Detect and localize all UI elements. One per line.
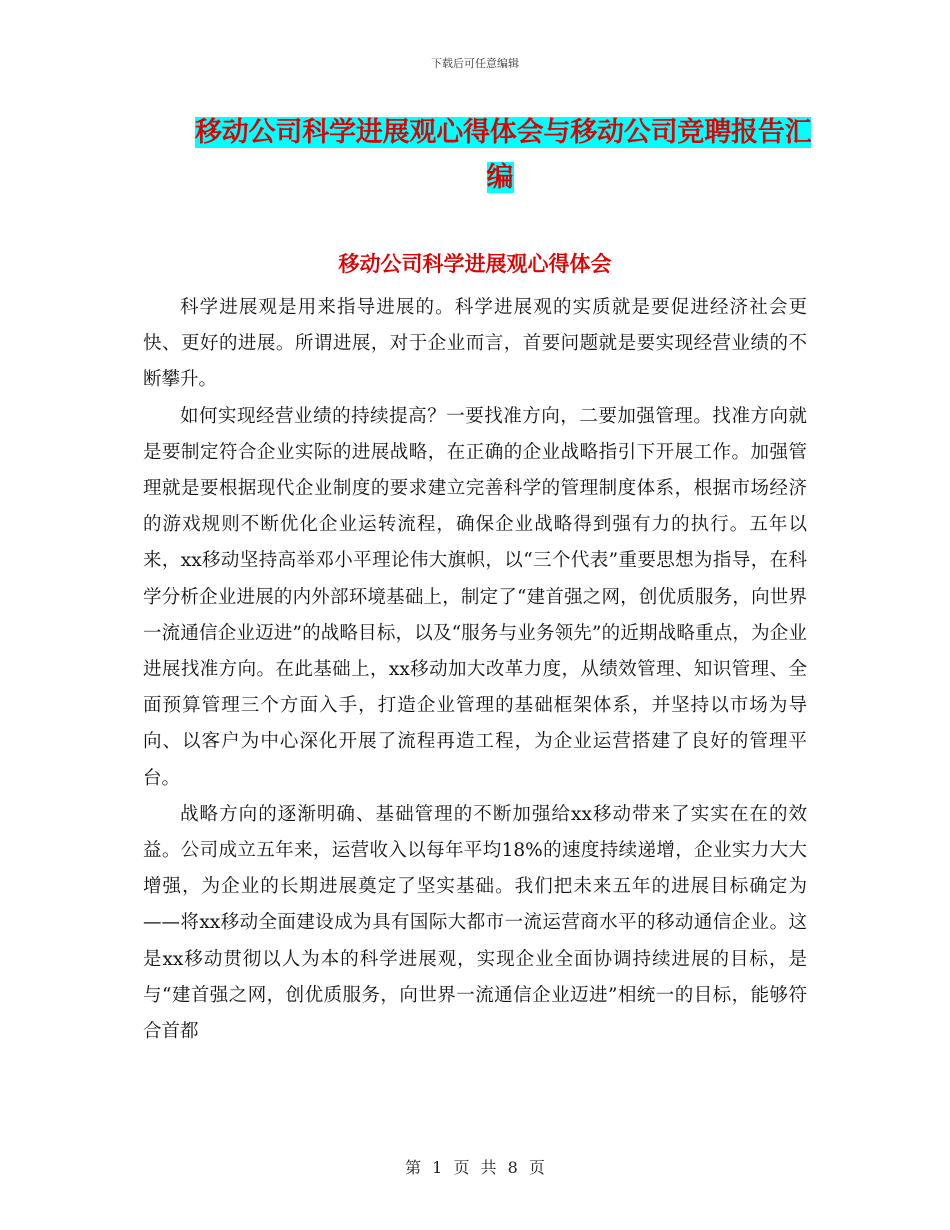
document-title-line-1 (195, 110, 812, 155)
page-header-note: 下载后可任意编辑 (431, 57, 519, 70)
document-title (195, 110, 812, 200)
paragraph: 战略方向的逐渐明确、基础管理的不断加强给xx移动带来了实实在在的效益。公司成立五年来，运营收入以每年平均18%的速度持续递增，企业实力大大增强，为企业的长期进展奠定了坚实基础。我们把未来五年的进展目标确定为——将xx移动全面建设成为具有国际大都市一流运营商水平的移动通信企业。这是xx移动贯彻以人为本的科学进展观，实现企业全面协调持续进展的目标，是与“建首强之网，创优质服务，向世界一流通信企业迈进”相统一的目标，能够符合首都 (143, 803, 807, 1043)
document-body (143, 290, 807, 1050)
title-highlight: 移动公司科学进展观心得体会与移动公司竞聘报告汇 (195, 117, 812, 148)
section-title: 移动公司科学进展观心得体会 (338, 251, 612, 276)
document-title-line-2 (195, 155, 805, 200)
paragraph: 如何实现经营业绩的持续提高？一要找准方向，二要加强管理。找准方向就是要制定符合企业实际的进展战略，在正确的企业战略指引下开展工作。加强管理就是要根据现代企业制度的要求建立完善科学的管理制度体系，根据市场经济的游戏规则不断优化企业运转流程，确保企业战略得到强有力的执行。五年以来，xx移动坚持高举邓小平理论伟大旗帜，以“三个代表”重要思想为指导，在科学分析企业进展的内外部环境基础上，制定了“建首强之网，创优质服务，向世界一流通信企业迈进”的战略目标，以及“服务与业务领先”的近期战略重点，为企业进展找准方向。在此基础上，xx移动加大改革力度，从绩效管理、知识管理、全面预算管理三个方面入手，打造企业管理的基础框架体系，并坚持以市场为导向、以客户为中心深化开展了流程再造工程，为企业运营搭建了良好的管理平台。 (143, 405, 807, 789)
paragraph: 科学进展观是用来指导进展的。科学进展观的实质就是要促进经济社会更快、更好的进展。所谓进展，对于企业而言，首要问题就是要实现经营业绩的不断攀升。 (143, 297, 807, 391)
page-number-footer: 第 1 页 共 8 页 (405, 1158, 545, 1177)
title-highlight: 编 (486, 162, 514, 193)
